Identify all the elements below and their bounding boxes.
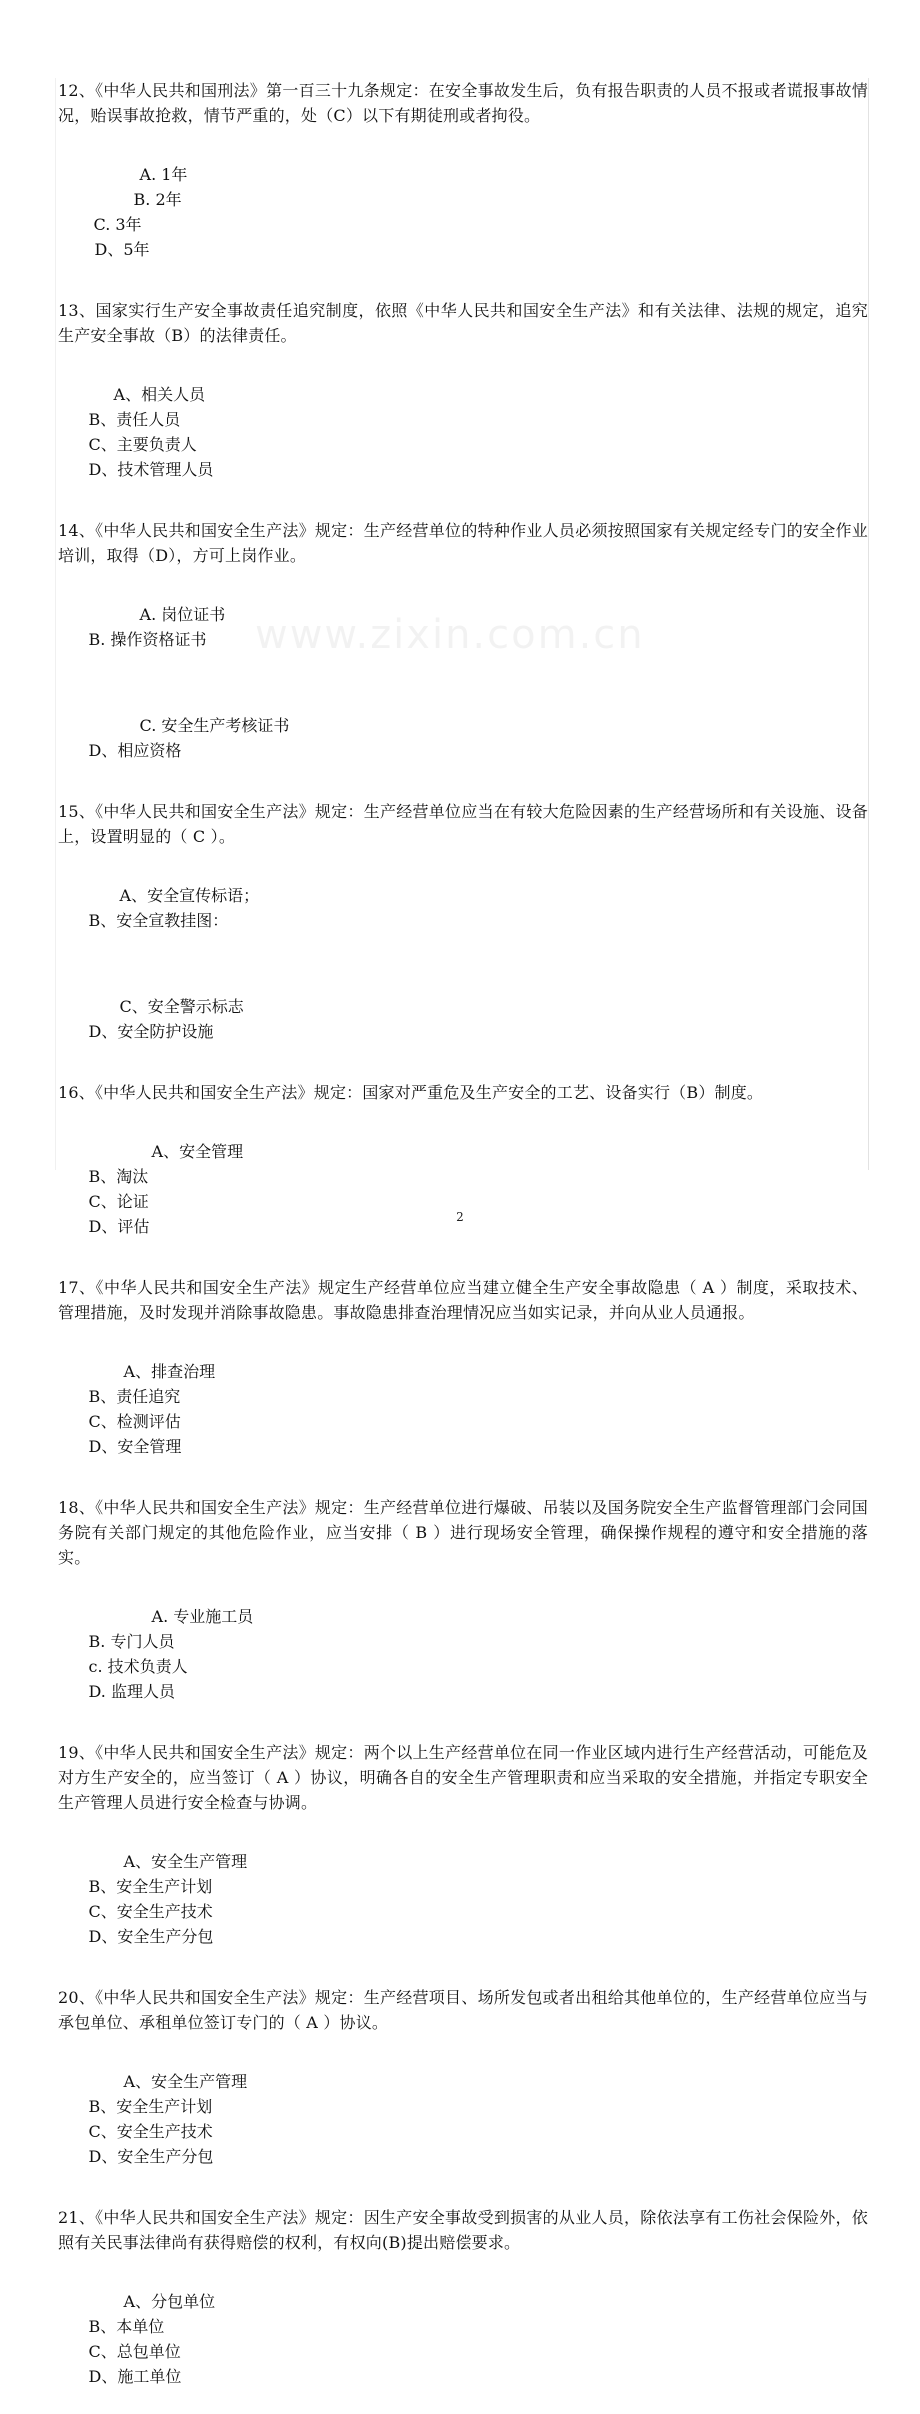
option-d: D、5年 bbox=[94, 240, 150, 259]
option-c: C、论证 bbox=[88, 1192, 149, 1211]
option-d: D. 监理人员 bbox=[88, 1682, 175, 1701]
question-18 bbox=[56, 1495, 868, 1729]
option-row bbox=[58, 577, 868, 677]
question-14 bbox=[56, 518, 868, 788]
question-stem: 16、《中华人民共和国安全生产法》规定：国家对严重危及生产安全的工艺、设备实行（B）制度。 bbox=[58, 1083, 764, 1102]
option-c: C、安全生产技术 bbox=[88, 2122, 213, 2141]
question-15 bbox=[56, 799, 868, 1069]
option-b: B、安全宣教挂图： bbox=[88, 911, 229, 930]
option-c: C、主要负责人 bbox=[88, 435, 197, 454]
option-a: A. 1年 bbox=[139, 165, 188, 184]
option-b: B、责任人员 bbox=[88, 410, 181, 429]
question-stem: 17、《中华人民共和国安全生产法》规定生产经营单位应当建立健全生产安全事故隐患（ A ）制度，采取技术、管理措施，及时发现并消除事故隐患。事故隐患排查治理情况应当如实记录，并向从业人员通报。 bbox=[58, 1278, 868, 1322]
option-b: B、本单位 bbox=[88, 2317, 165, 2336]
option-row bbox=[58, 2044, 868, 2194]
question-12 bbox=[56, 78, 868, 287]
option-d: D、评估 bbox=[88, 1217, 150, 1236]
option-d: D、施工单位 bbox=[88, 2367, 182, 2386]
option-b: B. 专门人员 bbox=[88, 1632, 175, 1651]
option-row bbox=[58, 1824, 868, 1974]
question-16 bbox=[56, 1080, 868, 1264]
question-stem: 13、国家实行生产安全事故责任追究制度，依照《中华人民共和国安全生产法》和有关法律、法规的规定，追究生产安全事故（B）的法律责任。 bbox=[58, 301, 868, 345]
option-d: D、安全防护设施 bbox=[88, 1022, 214, 1041]
option-row bbox=[58, 688, 868, 788]
option-a: A、安全生产管理 bbox=[123, 2072, 248, 2091]
option-a: A、排查治理 bbox=[123, 1362, 216, 1381]
page-number: 2 bbox=[456, 1210, 464, 1224]
option-b: B、安全生产计划 bbox=[88, 2097, 213, 2116]
question-stem: 21、《中华人民共和国安全生产法》规定：因生产安全事故受到损害的从业人员，除依法享有工伤社会保险外，依照有关民事法律尚有获得赔偿的权利，有权向(B)提出赔偿要求。 bbox=[58, 2208, 868, 2252]
option-a: A. 岗位证书 bbox=[139, 605, 226, 624]
option-row bbox=[58, 1334, 868, 1484]
option-a: A、相关人员 bbox=[113, 385, 206, 404]
option-c: C、安全生产技术 bbox=[88, 1902, 213, 1921]
option-c: c. 技术负责人 bbox=[88, 1657, 188, 1676]
question-stem: 18、《中华人民共和国安全生产法》规定：生产经营单位进行爆破、吊装以及国务院安全生产监督管理部门会同国务院有关部门规定的其他危险作业，应当安排（ B ）进行现场安全管理，确保操作规程的遵守和安全措施的落实。 bbox=[58, 1498, 868, 1567]
question-13 bbox=[56, 298, 868, 507]
option-row bbox=[58, 357, 868, 507]
option-row bbox=[58, 1114, 868, 1264]
question-stem: 15、《中华人民共和国安全生产法》规定：生产经营单位应当在有较大危险因素的生产经营场所和有关设施、设备上，设置明显的（ C ）。 bbox=[58, 802, 868, 846]
option-b: B、责任追究 bbox=[88, 1387, 181, 1406]
option-row bbox=[58, 2264, 868, 2414]
option-b: B、安全生产计划 bbox=[88, 1877, 213, 1896]
question-20 bbox=[56, 1985, 868, 2194]
question-21 bbox=[56, 2205, 868, 2414]
option-d: D、技术管理人员 bbox=[88, 460, 214, 479]
option-row bbox=[58, 969, 868, 1069]
question-stem: 12、《中华人民共和国刑法》第一百三十九条规定：在安全事故发生后，负有报告职责的人员不报或者谎报事故情况，贻误事故抢救，情节严重的，处（C）以下有期徒刑或者拘役。 bbox=[58, 81, 868, 125]
question-stem: 14、《中华人民共和国安全生产法》规定：生产经营单位的特种作业人员必须按照国家有关规定经专门的安全作业培训，取得（D），方可上岗作业。 bbox=[58, 521, 868, 565]
option-c: C. 3年 bbox=[93, 215, 142, 234]
option-b: B. 操作资格证书 bbox=[88, 630, 207, 649]
option-d: D、安全管理 bbox=[88, 1437, 182, 1456]
option-c: C. 安全生产考核证书 bbox=[139, 716, 290, 735]
question-19 bbox=[56, 1740, 868, 1974]
option-b: B. 2年 bbox=[133, 190, 182, 209]
option-b: B、淘汰 bbox=[88, 1167, 149, 1186]
watermark: www.zixin.com.cn bbox=[255, 612, 645, 658]
question-17 bbox=[56, 1275, 868, 1484]
option-a: A、安全宣传标语； bbox=[119, 886, 260, 905]
option-d: D、安全生产分包 bbox=[88, 1927, 214, 1946]
option-row bbox=[58, 137, 868, 287]
option-row bbox=[58, 1579, 868, 1729]
option-row bbox=[58, 858, 868, 958]
option-a: A、安全管理 bbox=[151, 1142, 244, 1161]
option-c: C、安全警示标志 bbox=[119, 997, 244, 1016]
option-a: A、分包单位 bbox=[123, 2292, 216, 2311]
question-stem: 20、《中华人民共和国安全生产法》规定：生产经营项目、场所发包或者出租给其他单位的，生产经营单位应当与承包单位、承租单位签订专门的（ A ）协议。 bbox=[58, 1988, 868, 2032]
option-d: D、相应资格 bbox=[88, 741, 182, 760]
option-d: D、安全生产分包 bbox=[88, 2147, 214, 2166]
document-body bbox=[55, 78, 869, 2386]
option-c: C、检测评估 bbox=[88, 1412, 181, 1431]
option-c: C、总包单位 bbox=[88, 2342, 181, 2361]
option-a: A. 专业施工员 bbox=[151, 1607, 254, 1626]
option-a: A、安全生产管理 bbox=[123, 1852, 248, 1871]
question-stem: 19、《中华人民共和国安全生产法》规定：两个以上生产经营单位在同一作业区域内进行生产经营活动，可能危及对方生产安全的，应当签订（ A ）协议，明确各自的安全生产管理职责和应当采取的安全措施，并指定专职安全生产管理人员进行安全检查与协调。 bbox=[58, 1743, 868, 1812]
